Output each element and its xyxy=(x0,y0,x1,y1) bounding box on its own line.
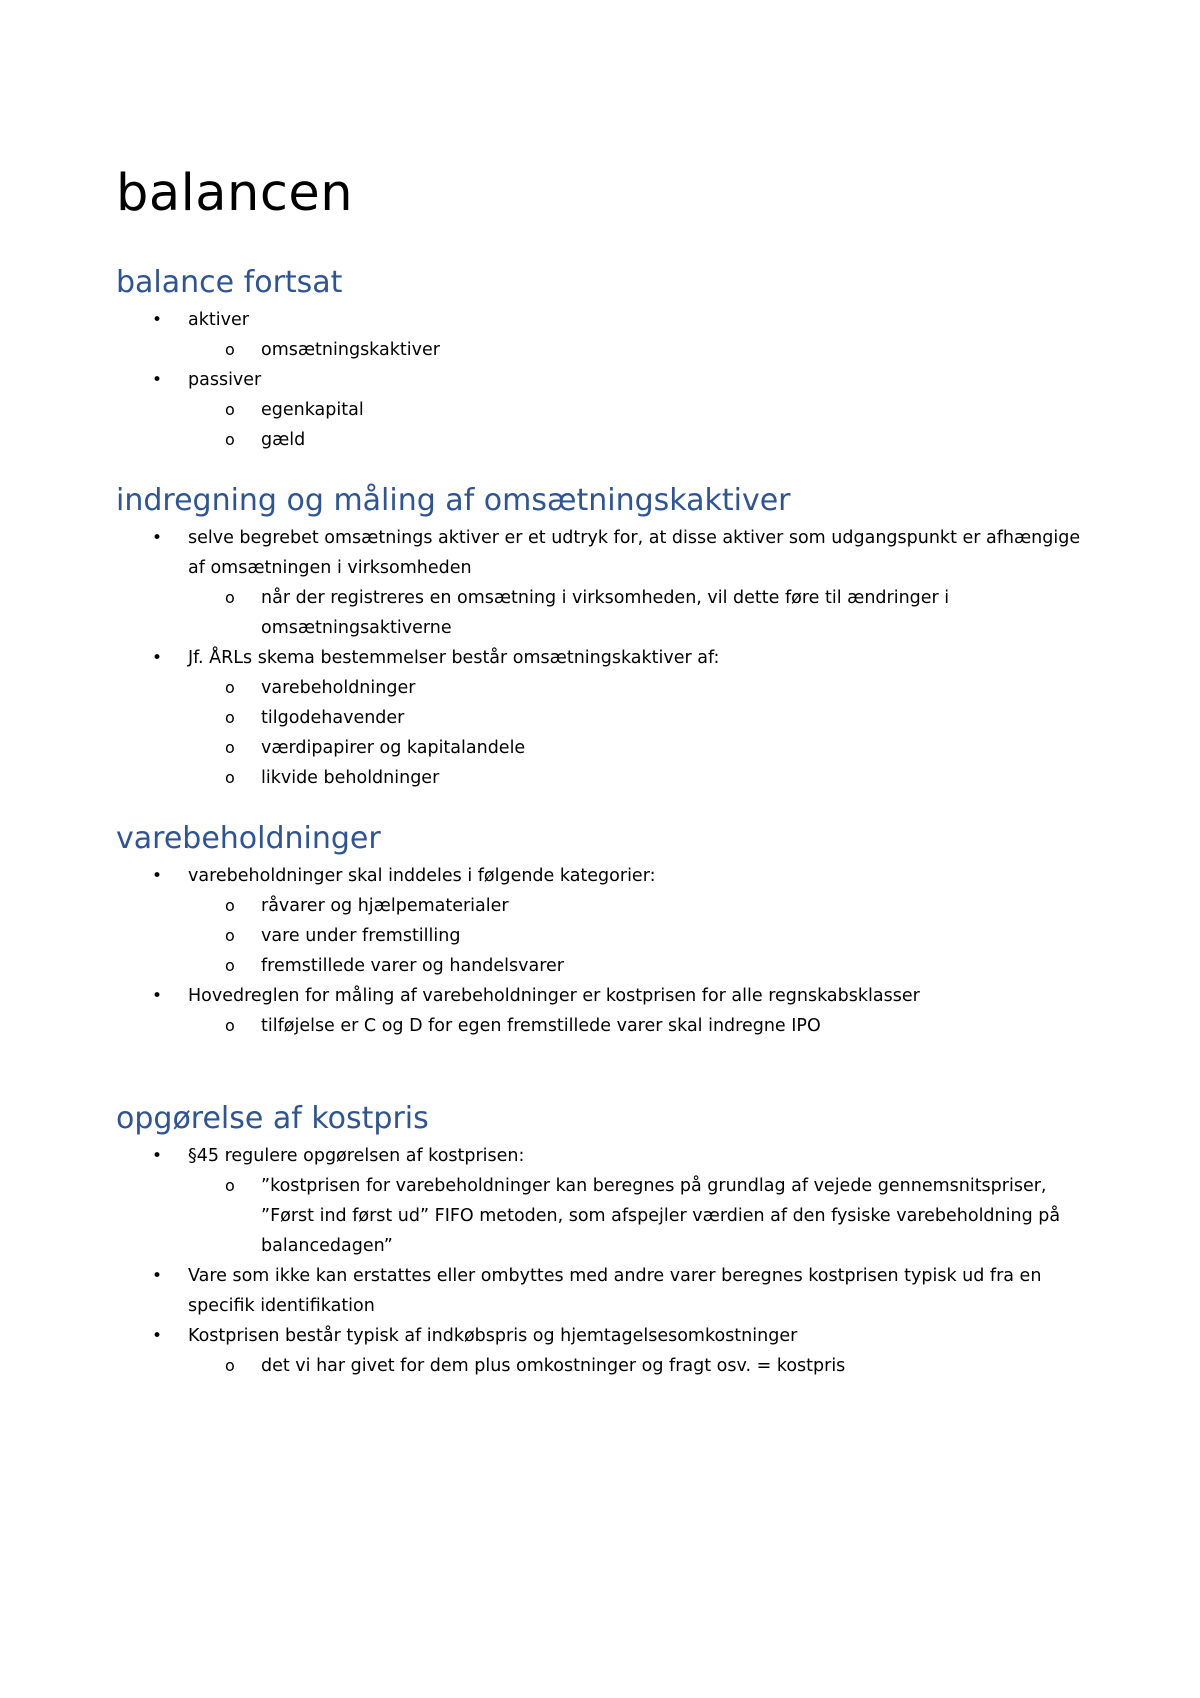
sub-list-item-text: tilføjelse er C og D for egen fremstillede varer skal indregne IPO xyxy=(261,1016,821,1036)
list-item xyxy=(116,305,1096,335)
sub-list-item xyxy=(116,703,1096,733)
sub-list-item xyxy=(116,1351,1096,1381)
list-item xyxy=(116,861,1096,891)
bullet-circle-icon: o xyxy=(225,896,235,915)
sub-list-item-text: varebeholdninger xyxy=(261,678,416,698)
list-item-text: passiver xyxy=(188,370,262,390)
sub-list-item-text: omsætningskaktiver xyxy=(261,340,440,360)
sub-list-item xyxy=(116,1171,1096,1261)
sub-list-item xyxy=(116,583,1096,643)
list-item xyxy=(116,523,1096,583)
section-indregning xyxy=(116,483,1096,793)
bullet-dot-icon: • xyxy=(152,528,163,548)
list-item-text: Jf. ÅRLs skema bestemmelser består omsætningskaktiver af: xyxy=(188,648,720,668)
sub-list-item-text: gæld xyxy=(261,430,306,450)
bullet-circle-icon: o xyxy=(225,956,235,975)
bullet-circle-icon: o xyxy=(225,430,235,449)
list-item xyxy=(116,643,1096,673)
list-item-text: aktiver xyxy=(188,310,249,330)
bullet-dot-icon: • xyxy=(152,1326,163,1346)
bullet-circle-icon: o xyxy=(225,768,235,787)
sub-list-item-text: det vi har givet for dem plus omkostninger og fragt osv. = kostpris xyxy=(261,1356,846,1376)
section-heading: varebeholdninger xyxy=(116,821,381,856)
sub-list-item-text: likvide beholdninger xyxy=(261,768,440,788)
section-balance-fortsat xyxy=(116,265,1096,455)
list-item-text: Kostprisen består typisk af indkøbspris og hjemtagelsesomkostninger xyxy=(188,1326,798,1346)
bullet-circle-icon: o xyxy=(225,708,235,727)
list-item-text: varebeholdninger skal inddeles i følgende kategorier: xyxy=(188,866,656,886)
bullet-dot-icon: • xyxy=(152,370,163,390)
bullet-circle-icon: o xyxy=(225,1176,235,1195)
sub-list-item-text: ”kostprisen for varebeholdninger kan beregnes på grundlag af vejede gennemsnitspriser, ”Først ind først ud” FIFO metoden, som afspejler værdien af den fysiske varebeholdning på balancedagen” xyxy=(261,1176,1061,1256)
bullet-list xyxy=(116,305,1096,455)
sub-list-item xyxy=(116,1011,1096,1041)
bullet-dot-icon: • xyxy=(152,310,163,330)
sub-list-item xyxy=(116,395,1096,425)
bullet-dot-icon: • xyxy=(152,1146,163,1166)
bullet-circle-icon: o xyxy=(225,1016,235,1035)
sub-list-item-text: fremstillede varer og handelsvarer xyxy=(261,956,564,976)
sub-list-item xyxy=(116,335,1096,365)
list-item xyxy=(116,365,1096,395)
bullet-dot-icon: • xyxy=(152,1266,163,1286)
section-heading: balance fortsat xyxy=(116,265,343,300)
sub-list-item-text: vare under fremstilling xyxy=(261,926,461,946)
list-item xyxy=(116,1261,1096,1321)
section-heading: opgørelse af kostpris xyxy=(116,1101,429,1136)
sub-list-item xyxy=(116,425,1096,455)
bullet-dot-icon: • xyxy=(152,648,163,668)
list-item xyxy=(116,1141,1096,1171)
document-title: balancen xyxy=(116,164,354,223)
bullet-circle-icon: o xyxy=(225,400,235,419)
list-item-text: §45 regulere opgørelsen af kostprisen: xyxy=(188,1146,525,1166)
sub-list-item xyxy=(116,891,1096,921)
bullet-list xyxy=(116,1141,1096,1381)
list-item xyxy=(116,981,1096,1011)
list-item-text: Hovedreglen for måling af varebeholdninger er kostprisen for alle regnskabsklasser xyxy=(188,986,920,1006)
sub-list-item-text: værdipapirer og kapitalandele xyxy=(261,738,526,758)
bullet-circle-icon: o xyxy=(225,340,235,359)
sub-list-item-text: tilgodehavender xyxy=(261,708,405,728)
sub-list-item xyxy=(116,733,1096,763)
list-item-text: selve begrebet omsætnings aktiver er et udtryk for, at disse aktiver som udgangspunkt er afhængige af omsætningen i virksomheden xyxy=(188,528,1081,578)
section-heading: indregning og måling af omsætningskaktiver xyxy=(116,483,791,518)
sub-list-item xyxy=(116,673,1096,703)
sub-list-item xyxy=(116,951,1096,981)
sub-list-item-text: egenkapital xyxy=(261,400,364,420)
bullet-list xyxy=(116,861,1096,1041)
sub-list-item-text: når der registreres en omsætning i virksomheden, vil dette føre til ændringer i omsætningsaktiverne xyxy=(261,588,950,638)
bullet-list xyxy=(116,523,1096,793)
bullet-dot-icon: • xyxy=(152,866,163,886)
section-varebeholdninger xyxy=(116,821,1096,1041)
list-item-text: Vare som ikke kan erstattes eller ombyttes med andre varer beregnes kostprisen typisk ud fra en specifik identifikation xyxy=(188,1266,1042,1316)
bullet-circle-icon: o xyxy=(225,926,235,945)
sub-list-item xyxy=(116,921,1096,951)
sub-list-item xyxy=(116,763,1096,793)
bullet-circle-icon: o xyxy=(225,1356,235,1375)
section-opgoerelse-af-kostpris xyxy=(116,1101,1096,1381)
sub-list-item-text: råvarer og hjælpematerialer xyxy=(261,896,509,916)
bullet-circle-icon: o xyxy=(225,588,235,607)
bullet-dot-icon: • xyxy=(152,986,163,1006)
bullet-circle-icon: o xyxy=(225,678,235,697)
list-item xyxy=(116,1321,1096,1351)
bullet-circle-icon: o xyxy=(225,738,235,757)
document-page xyxy=(116,164,1096,1409)
